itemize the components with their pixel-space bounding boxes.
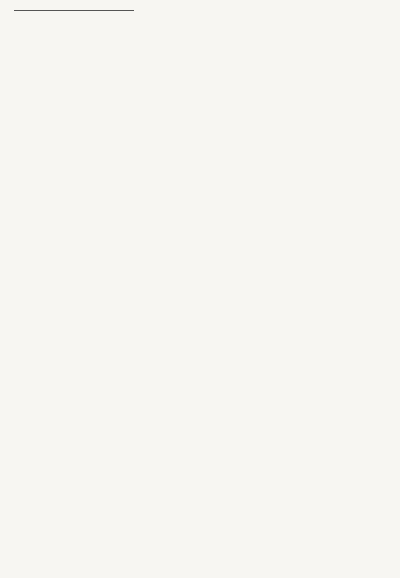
footnote-separator xyxy=(14,10,134,11)
